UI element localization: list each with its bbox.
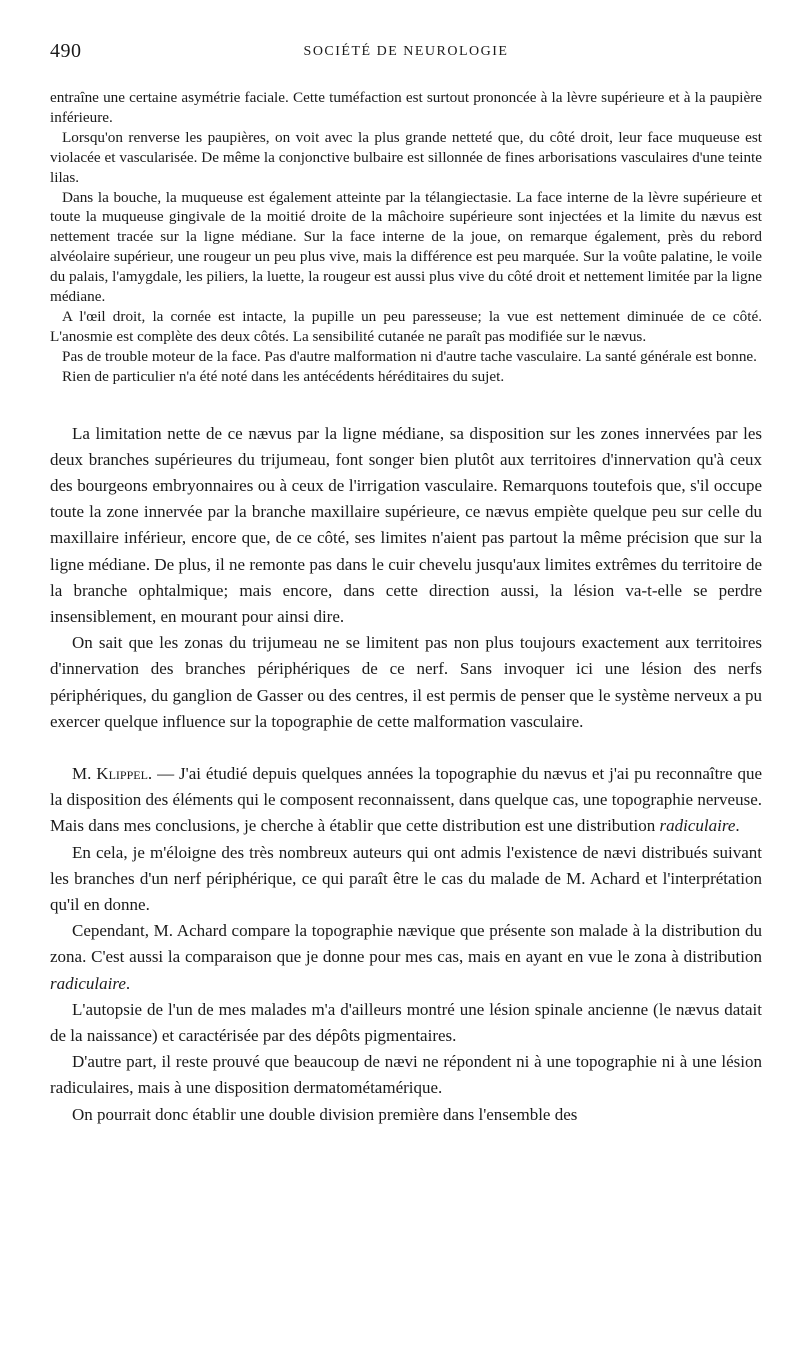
discussion <box>50 761 762 1128</box>
case-report-paragraph: A l'œil droit, la cornée est intacte, la pupille un peu paresseuse; la vue est nettement diminuée de ce côté. L'anosmie est complète des deux côtés. La sensibilité cutanée ne paraît pas modifiée sur le nævus. <box>50 307 762 345</box>
case-report-paragraph: Dans la bouche, la muqueuse est également atteinte par la télangiectasie. La face interne de la lèvre supérieure et toute la muqueuse gingivale de la moitié droite de la mâchoire supérieure sont injectées et la limite du nævus est nettement tracée sur la ligne médiane. Sur la face interne de la joue, on remarque également, près du rebord alvéolaire supérieur, une rougeur un peu plus vive, mais la différence est peu marquée. Sur la voûte palatine, le voile du palais, l'amygdale, les piliers, la luette, la rougeur est aussi plus vive du côté droit et nettement limitée par la ligne médiane. <box>50 188 762 306</box>
commentary <box>50 421 762 735</box>
discussion-paragraph: D'autre part, il reste prouvé que beaucoup de nævi ne répondent ni à une topographie ni à une lésion radiculaires, mais à une disposition dermatométamérique. <box>50 1052 762 1098</box>
running-head <box>50 40 762 72</box>
discussion-emphasis: radiculaire <box>659 816 736 836</box>
case-report-paragraph: entraîne une certaine asymétrie faciale. Cette tuméfaction est surtout prononcée à la lèvre supérieure et à la paupière inférieure. <box>50 89 762 126</box>
speaker-name: M. Klippel. <box>72 764 153 784</box>
journal-title: SOCIÉTÉ DE NEUROLOGIE <box>303 44 509 59</box>
commentary-paragraph: La limitation nette de ce nævus par la ligne médiane, sa disposition sur les zones innervées par les deux branches supérieures du trijumeau, font songer bien plutôt aux territoires d'innervation qu'à ceux des bourgeons embryonnaires ou à ceux de l'irrigation vasculaire. Remarquons toutefois que, s'il occupe toute la zone innervée par la branche maxillaire supérieure, ce nævus empiète quelque peu sur celle du maxillaire inférieur, encore que, de ce côté, ses limites n'aient pas partout la même précision que sur la ligne médiane. De plus, il ne remonte pas dans le cuir chevelu jusqu'aux limites extrêmes du territoire de la branche ophtalmique; mais encore, dans cette direction aussi, la lésion va-t-elle se perdre insensiblement, en mourant pour ainsi dire. <box>50 423 762 627</box>
discussion-text: — J'ai étudié depuis quelques années la topographie du nævus et j'ai pu reconnaître que la disposition des éléments qui le composent reconnaissent, dans quelque cas, une topographie nerveuse. Mais dans mes conclusions, je cherche à établir que cette distribution est une distribution <box>50 764 762 836</box>
journal-page <box>50 40 762 1128</box>
discussion-text: . <box>125 973 131 993</box>
case-report-paragraph: Pas de trouble moteur de la face. Pas d'autre malformation ni d'autre tache vasculaire. La santé générale est bonne. <box>62 347 757 365</box>
discussion-text: Cependant, M. Achard compare la topographie nævique que présente son malade à la distribution du zona. C'est aussi la comparaison que je donne pour mes cas, mais en ayant en vue le zona à distribution <box>50 921 762 967</box>
case-report-paragraph: Rien de particulier n'a été noté dans les antécédents héréditaires du sujet. <box>62 367 505 385</box>
case-report-paragraph: Lorsqu'on renverse les paupières, on voit avec la plus grande netteté que, du côté droit, leur face muqueuse est violacée et vascularisée. De même la conjonctive bulbaire est sillonnée de fines arborisations vasculaires d'une teinte lilas. <box>50 128 762 186</box>
commentary-paragraph: On sait que les zonas du trijumeau ne se limitent pas non plus toujours exactement aux territoires d'innervation des branches périphériques de ce nerf. Sans invoquer ici une lésion des nerfs périphériques, du ganglion de Gasser ou des centres, il est permis de penser que le système nerveux a pu exercer quelque influence sur la topographie de cette malformation vasculaire. <box>50 633 762 731</box>
discussion-paragraph <box>50 918 762 997</box>
discussion-paragraph <box>50 761 762 840</box>
discussion-text: . <box>735 816 740 836</box>
page-number: 490 <box>50 40 82 62</box>
discussion-paragraph: On pourrait donc établir une double division première dans l'ensemble des <box>72 1104 578 1124</box>
discussion-paragraph: En cela, je m'éloigne des très nombreux auteurs qui ont admis l'existence de nævi distribués suivant les branches d'un nerf périphérique, ce qui paraît être le cas du malade de M. Achard et l'interprétation qu'il en donne. <box>50 842 762 915</box>
discussion-emphasis: radiculaire <box>50 973 126 993</box>
discussion-paragraph: L'autopsie de l'un de mes malades m'a d'ailleurs montré une lésion spinale ancienne (le nævus datait de la naissance) et caractérisée par des dépôts pigmentaires. <box>50 999 762 1046</box>
case-report <box>50 88 762 387</box>
